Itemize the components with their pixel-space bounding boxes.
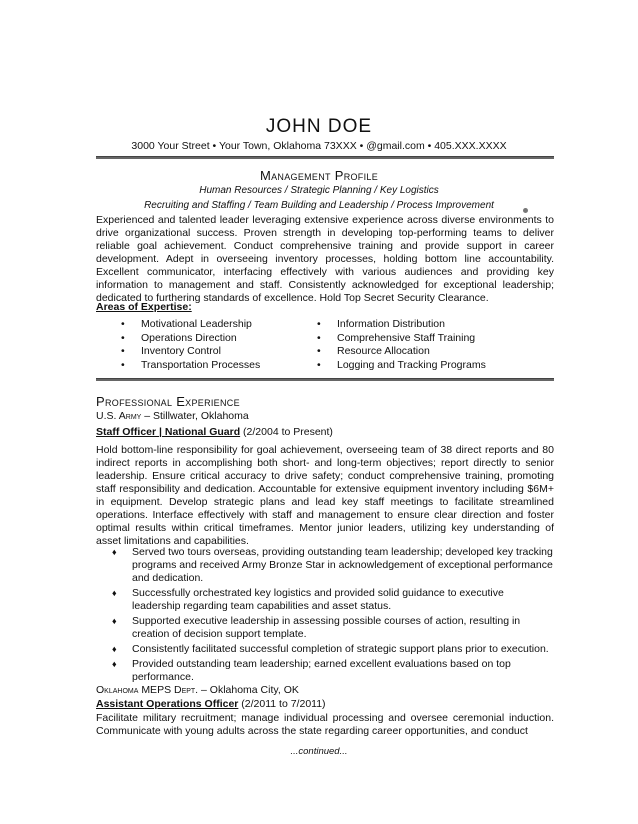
expertise-item: • Operations Direction	[121, 332, 260, 346]
profile-subtitle-1: Human Resources / Strategic Planning / Key Logistics	[199, 185, 439, 196]
expertise-heading: Areas of Expertise:	[96, 301, 192, 313]
achievement-item: ♦ Served two tours overseas, providing outstanding team leadership; developed key tracking programs and received Army Bronze Star in acknowledgement of exceptional performance and dedication.	[112, 546, 554, 585]
scan-speck	[523, 208, 528, 213]
achievement-item: ♦ Supported executive leadership in assessing possible courses of action, resulting in creation of decision support template.	[112, 615, 554, 641]
job2-description: Facilitate military recruitment; manage individual processing and oversee ceremonial induction. Communicate with young adults across the state regarding career opportunities, and conduct	[96, 712, 554, 737]
header-divider	[96, 156, 554, 159]
job1-description: Hold bottom-line responsibility for goal achievement, overseeing team of 38 direct reports and 80 indirect reports in accomplishing both short- and long-term objectives; report directly to senior leadership. Ensure critical accuracy to drive safety; conduct comprehensive training, promoting staff responsibility and dedication. Accountable for extensive equipment inventory including $6M+ in equipment. Develop strategic plans and lead key staff meetings to facilitate streamlined operations. Interface effectively with staff and management to ensure clear direction and foster optimal results within critical timeframes. Mentor junior leaders, utilizing key understanding of asset limitations and capabilities.	[96, 444, 554, 547]
job2-role	[96, 698, 326, 710]
expertise-item: • Resource Allocation	[317, 345, 486, 359]
job1-org: U.S. Army	[96, 410, 142, 422]
expertise-item: • Inventory Control	[121, 345, 260, 359]
job2-location: – Oklahoma City, OK	[198, 684, 299, 696]
expertise-item: • Comprehensive Staff Training	[317, 332, 486, 346]
expertise-item: • Information Distribution	[317, 318, 486, 332]
expertise-column-left	[121, 318, 260, 372]
job2-title: Assistant Operations Officer	[96, 698, 239, 710]
candidate-name: JOHN DOE	[265, 116, 373, 137]
experience-heading: Professional Experience	[96, 394, 240, 409]
achievement-item: ♦ Successfully orchestrated key logistics and provided solid guidance to executive leadership regarding team capabilities and asset status.	[112, 587, 554, 613]
expertise-item: • Logging and Tracking Programs	[317, 359, 486, 373]
expertise-column-right	[317, 318, 486, 372]
section-divider	[96, 378, 554, 381]
job1-employer	[96, 410, 249, 422]
job1-achievements	[112, 546, 554, 686]
achievement-item: ♦ Consistently facilitated successful completion of strategic support plans prior to execution.	[112, 643, 554, 656]
profile-subtitle-2: Recruiting and Staffing / Team Building and Leadership / Process Improvement	[144, 200, 494, 211]
expertise-item: • Transportation Processes	[121, 359, 260, 373]
job1-location: – Stillwater, Oklahoma	[141, 410, 249, 422]
job2-dates: (2/2011 to 7/2011)	[238, 698, 326, 710]
job2-employer	[96, 684, 299, 696]
continued-note: ...continued...	[290, 746, 348, 757]
achievement-item: ♦ Provided outstanding team leadership; earned excellent evaluations based on top performance.	[112, 658, 554, 684]
job1-role	[96, 426, 333, 438]
profile-summary: Experienced and talented leader leveraging extensive experience across diverse environments to drive organizational success. Proven strength in developing top-performing teams to deliver reliable goal achievement. Conduct comprehensive training and provide support in career development. Adept in overseeing inventory processes, holding bottom line accountability. Excellent communicator, interfacing effectively with various audiences and providing key information to management and staff. Consistently acknowledged for exceptional leadership; dedicated to furthering standards of excellence. Hold Top Secret Security Clearance.	[96, 214, 554, 304]
job1-title: Staff Officer | National Guard	[96, 426, 241, 438]
contact-line: 3000 Your Street • Your Town, Oklahoma 73XXX • @gmail.com • 405.XXX.XXXX	[131, 140, 507, 152]
profile-heading: Management Profile	[259, 168, 379, 183]
expertise-item: • Motivational Leadership	[121, 318, 260, 332]
job2-org: Oklahoma MEPS Dept.	[96, 684, 199, 696]
job1-dates: (2/2004 to Present)	[240, 426, 333, 438]
